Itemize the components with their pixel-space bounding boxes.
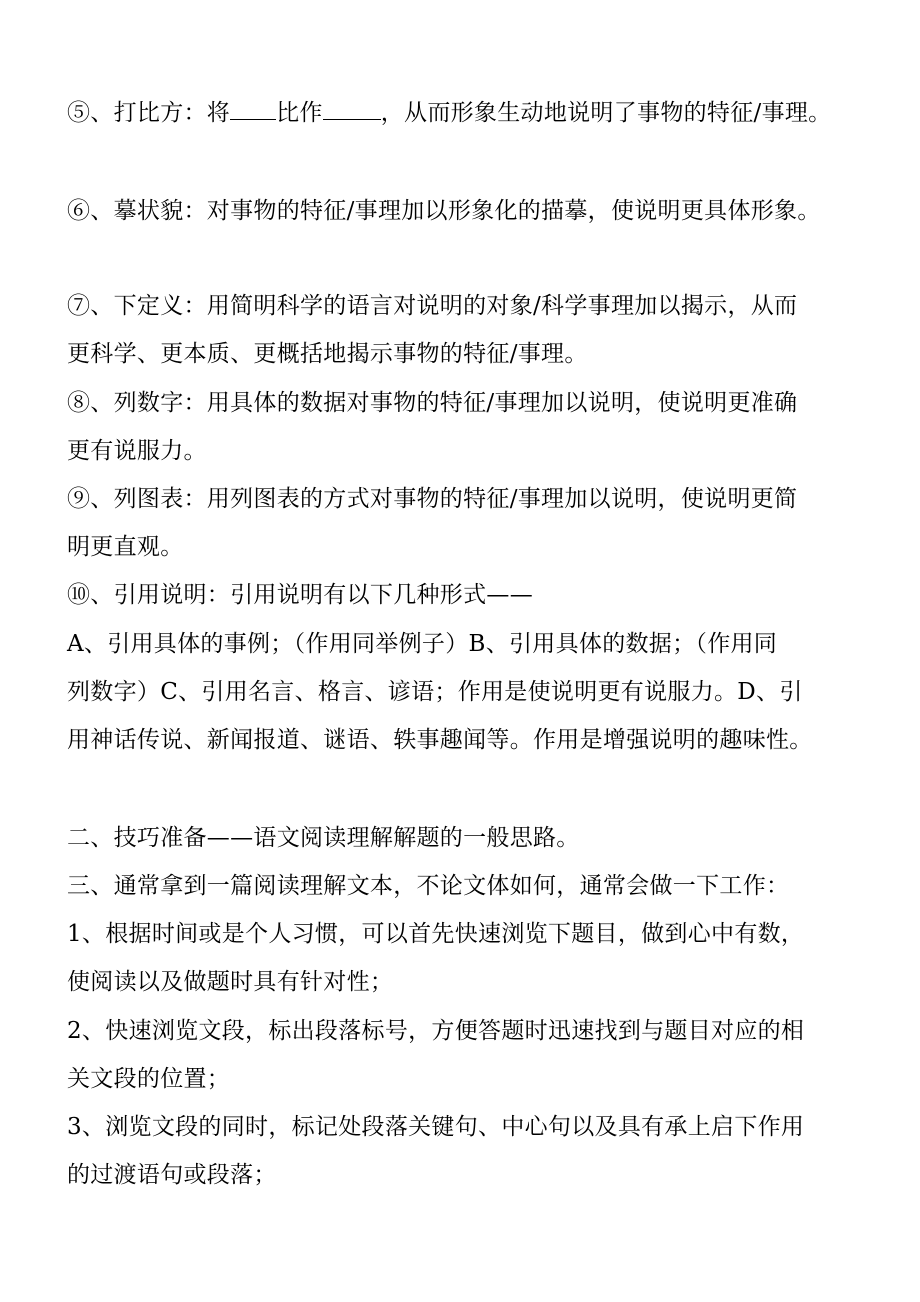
metaphor-text-after: ，从而形象生动地说明了事物的特征/事理。 (380, 100, 832, 126)
section-two-heading: 二、技巧准备——语文阅读理解解题的一般思路。 (67, 825, 580, 851)
step-1-line-2: 使阅读以及做题时具有针对性； (67, 969, 394, 995)
line-define-1: ⑦、下定义：用简明科学的语言对说明的对象/科学事理加以揭示，从而 (67, 293, 798, 319)
line-charts-2: 明更直观。 (67, 534, 184, 560)
line-quote-2: 列数字）C、引用名言、格言、谚语；作用是使说明更有说服力。D、引 (67, 679, 803, 705)
line-charts-1: ⑨、列图表：用列图表的方式对事物的特征/事理加以说明，使说明更简 (67, 486, 798, 512)
step-3-line-1: 3、浏览文段的同时，标记处段落关键句、中心句以及具有承上启下作用 (67, 1114, 805, 1140)
step-2-line-1: 2、快速浏览文段，标出段落标号，方便答题时迅速找到与题目对应的相 (67, 1018, 805, 1044)
step-3-line-2: 的过渡语句或段落； (67, 1162, 277, 1188)
blank-2 (323, 101, 381, 120)
metaphor-text-mid: 比作 (276, 100, 323, 126)
section-three-heading: 三、通常拿到一篇阅读理解文本，不论文体如何，通常会做一下工作： (67, 873, 790, 899)
line-quote-heading: ⑩、引用说明：引用说明有以下几种形式—— (67, 582, 533, 608)
metaphor-text-before: ⑤、打比方：将 (67, 100, 231, 126)
step-1-line-1: 1、根据时间或是个人习惯，可以首先快速浏览下题目，做到心中有数， (67, 921, 805, 947)
line-quote-3: 用神话传说、新闻报道、谜语、轶事趣闻等。作用是增强说明的趣味性。 (67, 727, 813, 753)
line-numbers-1: ⑧、列数字：用具体的数据对事物的特征/事理加以说明，使说明更准确 (67, 390, 798, 416)
line-quote-1: A、引用具体的事例；（作用同举例子）B、引用具体的数据；（作用同 (67, 631, 778, 657)
blank-1 (230, 101, 276, 120)
line-describe: ⑥、摹状貌：对事物的特征/事理加以形象化的描摹，使说明更具体形象。 (67, 198, 821, 224)
line-define-2: 更科学、更本质、更概括地揭示事物的特征/事理。 (67, 341, 588, 367)
line-numbers-2: 更有说服力。 (67, 438, 207, 464)
line-metaphor (67, 98, 867, 128)
step-2-line-2: 关文段的位置； (67, 1066, 231, 1092)
